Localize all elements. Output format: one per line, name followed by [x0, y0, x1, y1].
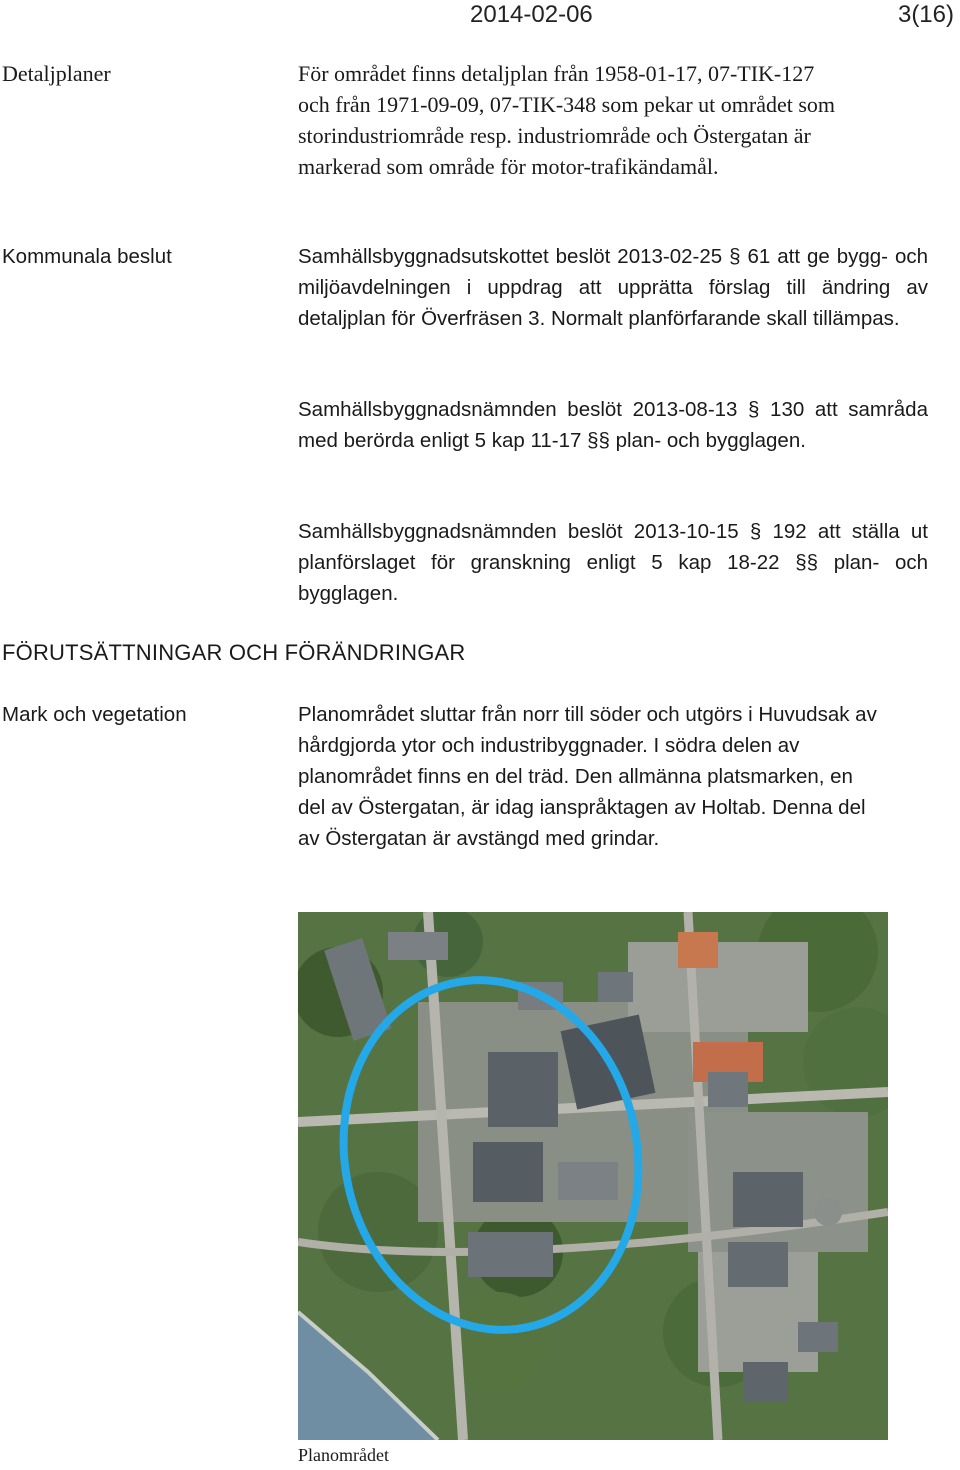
- paragraph-beslut-3: Samhällsbyggnadsnämnden beslöt 2013-10-15 § 192 att ställa ut planförslaget för granskning enligt 5 kap 18-22 §§ plan- och bygglagen.: [298, 520, 928, 605]
- label-detaljplaner: Detaljplaner: [2, 61, 111, 86]
- paragraph-mark: Planområdet sluttar från norr till söder och utgörs i Huvudsak av hårdgjorda ytor och industribyggnader. I södra delen av planområdet finns en del träd. Den allmänna platsmarken, en del av Östergatan, är idag ianspråktagen av Holtab. Denna del av Östergatan är avstängd med grindar.: [298, 703, 877, 850]
- page-number: 3(16): [897, 1, 954, 28]
- label-kommunala-beslut: Kommunala beslut: [2, 245, 172, 268]
- aerial-photo: [298, 912, 888, 1440]
- label-mark-och-vegetation: Mark och vegetation: [2, 703, 187, 726]
- document-date: 2014-02-06: [470, 1, 593, 28]
- paragraph-detaljplaner: För området finns detaljplan från 1958-01-17, 07-TIK-127 och från 1971-09-09, 07-TIK-348 som pekar ut området som storindustriområde resp. industriområde och Östergatan är markerad som område för motor-trafikändamål.: [298, 61, 836, 179]
- paragraph-beslut-2: Samhällsbyggnadsnämnden beslöt 2013-08-13 § 130 att samråda med berörda enligt 5 kap 11-17 §§ plan- och bygglagen.: [298, 398, 928, 452]
- section-heading: FÖRUTSÄTTNINGAR OCH FÖRÄNDRINGAR: [2, 640, 466, 665]
- photo-caption: Planområdet: [298, 1445, 389, 1465]
- paragraph-beslut-1: Samhällsbyggnadsutskottet beslöt 2013-02-25 § 61 att ge bygg- och miljöavdelningen i uppdrag att upprätta förslag till ändring av detaljplan för Överfräsen 3. Normalt planförfarande skall tillämpas.: [298, 245, 928, 330]
